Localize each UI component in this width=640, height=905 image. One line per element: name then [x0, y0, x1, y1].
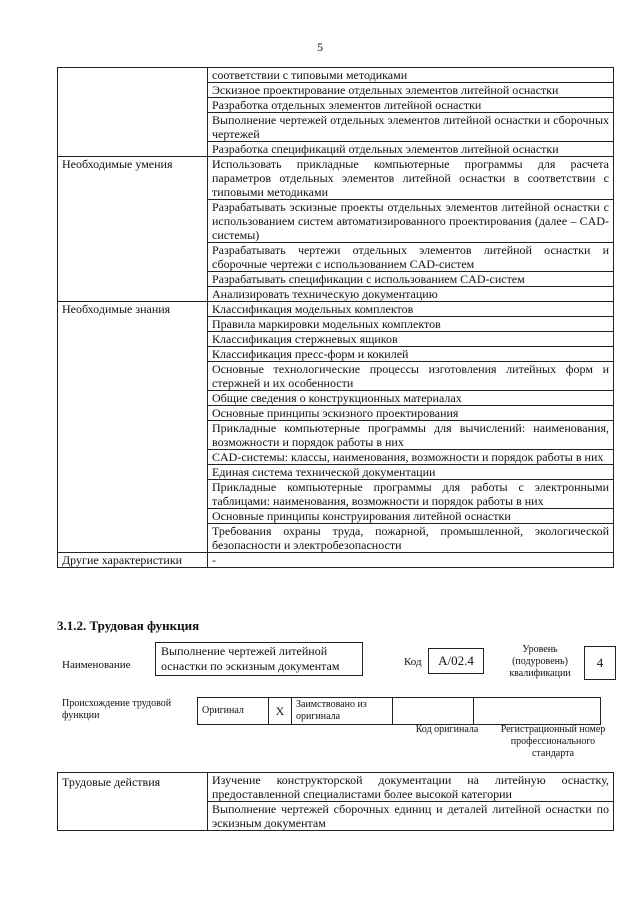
- row-label-skills: Необходимые умения: [58, 157, 208, 302]
- origin-label: Происхождение трудовой функции: [62, 698, 172, 721]
- level-label: Уровень (подуровень) квалификации: [509, 644, 571, 679]
- row-text: Классификация модельных комплектов: [208, 302, 614, 317]
- row-text: Правила маркировки модельных комплектов: [208, 317, 614, 332]
- row-text: Разрабатывать спецификации с использованием CAD-систем: [208, 272, 614, 287]
- row-text: соответствии с типовыми методиками: [208, 68, 614, 83]
- code-field: A/02.4: [428, 648, 484, 674]
- code-original-label: Код оригинала: [415, 724, 479, 735]
- row-label-other: Другие характеристики: [58, 553, 208, 568]
- row-text: Прикладные компьютерные программы для работы с электронными таблицами: наименования, возможности и порядок работы в них: [208, 480, 614, 509]
- function-name-field: Выполнение чертежей литейной оснастки по эскизным документам: [155, 642, 363, 676]
- tasks-label: Трудовые действия: [58, 773, 208, 831]
- row-text: Классификация пресс-форм и кокилей: [208, 347, 614, 362]
- row-label: [58, 68, 208, 157]
- row-label-knowledge: Необходимые знания: [58, 302, 208, 553]
- name-label: Наименование: [62, 659, 131, 671]
- row-text: Основные принципы конструирования литейной оснастки: [208, 509, 614, 524]
- row-text: Классификация стержневых ящиков: [208, 332, 614, 347]
- row-text: Разрабатывать чертежи отдельных элементов литейной оснастки и сборочные чертежи с использованием CAD-систем: [208, 243, 614, 272]
- row-text: Выполнение чертежей сборочных единиц и деталей литейной оснастки по эскизным документам: [208, 802, 614, 831]
- row-text: Разработка спецификаций отдельных элементов литейной оснастки: [208, 142, 614, 157]
- row-text: Единая система технической документации: [208, 465, 614, 480]
- table-row: [58, 773, 614, 802]
- code-original-field: [393, 698, 474, 725]
- row-text: Использовать прикладные компьютерные программы для расчета параметров отдельных элементов литейной оснастки в соответствии с типовыми методиками: [208, 157, 614, 200]
- tasks-table: [57, 772, 614, 831]
- borrowed-label: Заимствовано из оригинала: [292, 698, 393, 725]
- original-label: Оригинал: [198, 698, 269, 725]
- table-row: [58, 68, 614, 83]
- row-text: CAD-системы: классы, наименования, возможности и порядок работы в них: [208, 450, 614, 465]
- row-text: Основные технологические процессы изготовления литейных форм и стержней и их особенности: [208, 362, 614, 391]
- competency-table: [57, 67, 614, 568]
- origin-table: [197, 697, 601, 725]
- reg-number-label: Регистрационный номер профессионального стандарта: [500, 724, 606, 759]
- row-text: Разработка отдельных элементов литейной оснастки: [208, 98, 614, 113]
- code-label: Код: [404, 656, 422, 668]
- row-text: Выполнение чертежей отдельных элементов литейной оснастки и сборочных чертежей: [208, 113, 614, 142]
- row-text: Анализировать техническую документацию: [208, 287, 614, 302]
- table-row: [58, 157, 614, 200]
- reg-number-field: [474, 698, 601, 725]
- original-mark: X: [269, 698, 292, 725]
- level-field: 4: [584, 646, 616, 680]
- row-text: -: [208, 553, 614, 568]
- table-row: [198, 698, 601, 725]
- row-text: Разрабатывать эскизные проекты отдельных элементов литейной оснастки с использованием систем автоматизированного проектирования (далее – CAD-системы): [208, 200, 614, 243]
- row-text: Эскизное проектирование отдельных элементов литейной оснастки: [208, 83, 614, 98]
- table-row: [58, 302, 614, 317]
- row-text: Общие сведения о конструкционных материалах: [208, 391, 614, 406]
- row-text: Требования охраны труда, пожарной, промышленной, экологической безопасности и электробезопасности: [208, 524, 614, 553]
- table-row: [58, 553, 614, 568]
- row-text: Прикладные компьютерные программы для вычислений: наименования, возможности и порядок работы в них: [208, 421, 614, 450]
- row-text: Изучение конструкторской документации на литейную оснастку, предоставленной специалистами более высокой категории: [208, 773, 614, 802]
- page-number: 5: [317, 40, 323, 54]
- section-title: 3.1.2. Трудовая функция: [57, 618, 200, 633]
- row-text: Основные принципы эскизного проектирования: [208, 406, 614, 421]
